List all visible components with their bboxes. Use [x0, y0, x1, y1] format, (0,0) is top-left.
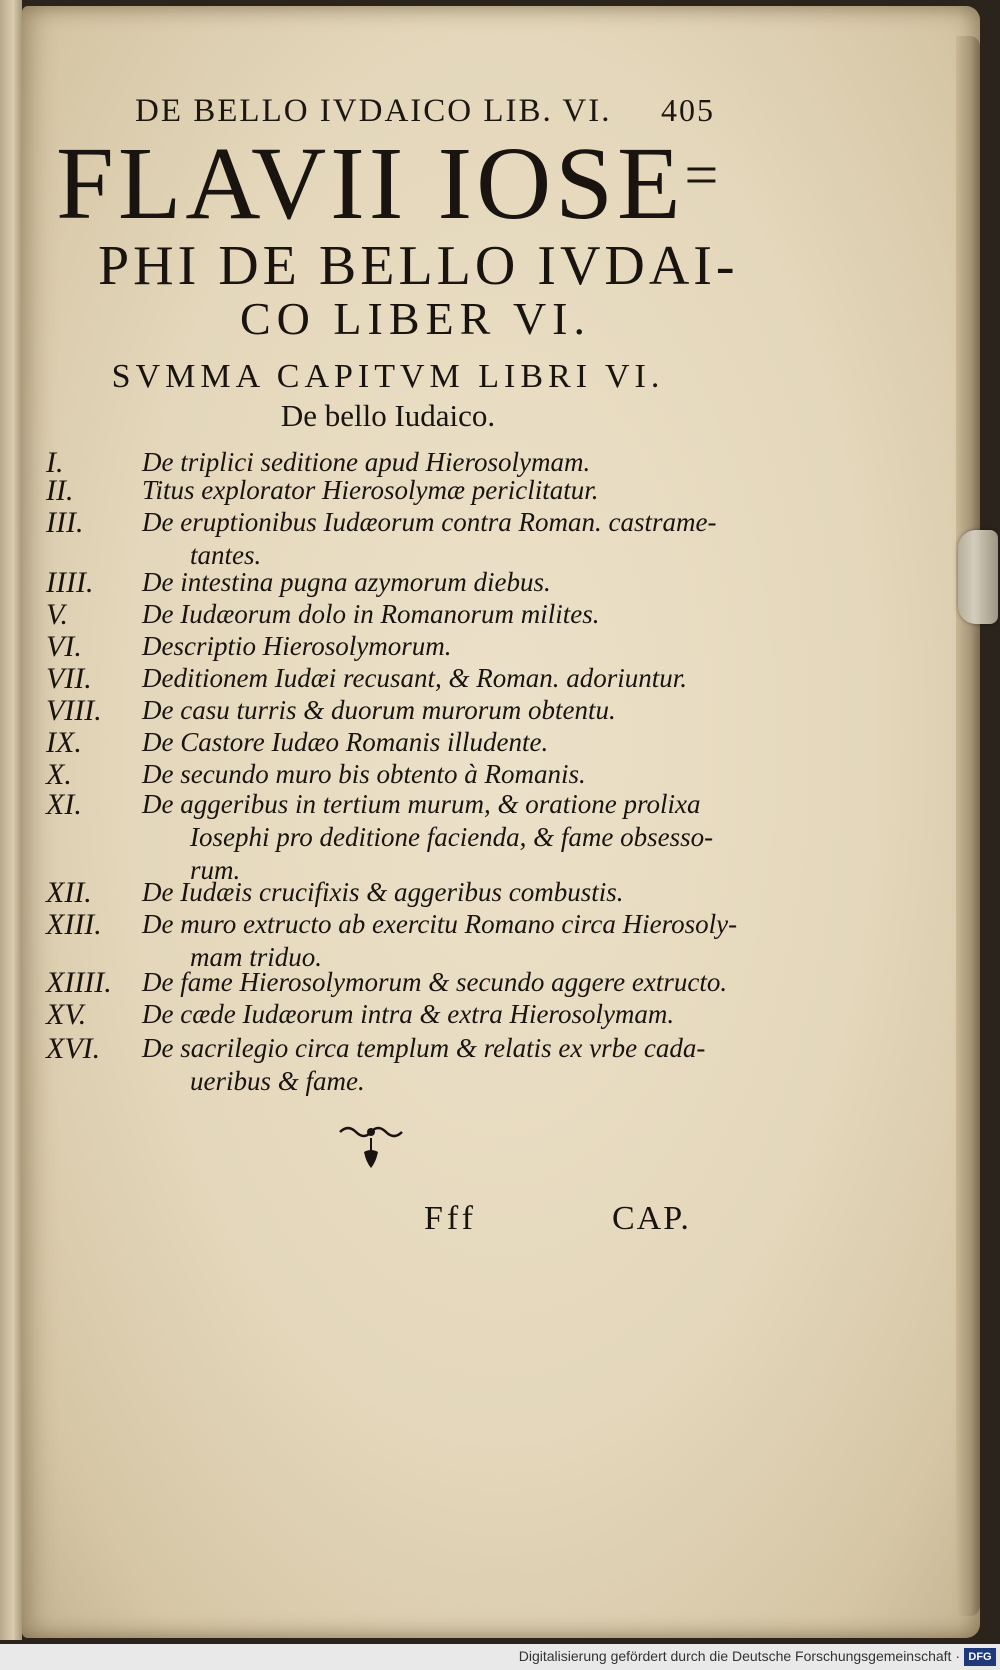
summary-subheading: De bello Iudaico. — [280, 398, 496, 433]
digitization-footer — [0, 1644, 1000, 1670]
chapter-summary — [142, 908, 738, 974]
chapter-summary — [142, 1032, 722, 1098]
chapter-number: VIII. — [46, 694, 102, 727]
chapter-summary — [142, 506, 722, 572]
chapter-summary — [142, 630, 722, 663]
chapter-number: XV. — [46, 998, 87, 1031]
chapter-summary-line: ueribus & fame. — [190, 1066, 365, 1096]
fleuron-ornament — [336, 1120, 406, 1180]
chapter-number: VII. — [46, 662, 92, 695]
chapter-number: XII. — [46, 876, 92, 909]
chapter-number: X. — [46, 758, 72, 791]
chapter-number: VI. — [46, 630, 82, 663]
chapter-summary-line: De Iudæis crucifixis & aggeribus combustis. — [142, 877, 624, 907]
chapter-summary-line: Titus explorator Hierosolymæ periclitatur. — [142, 475, 599, 505]
chapter-summary-line: De casu turris & duorum murorum obtentu. — [142, 695, 616, 725]
chapter-summary-line: tantes. — [190, 540, 262, 570]
title-hyphen: = — [684, 142, 723, 209]
chapter-summary — [142, 966, 728, 999]
chapter-summary-line: rum. — [190, 855, 241, 885]
chapter-summary-line: De intestina pugna azymorum diebus. — [142, 567, 551, 597]
chapter-number: III. — [46, 506, 84, 539]
title-line-1-text: FLAVII IOSE — [56, 126, 685, 241]
chapter-summary-line: De cæde Iudæorum intra & extra Hierosolymam. — [142, 999, 675, 1029]
chapter-summary-line: De Iudæorum dolo in Romanorum milites. — [142, 599, 600, 629]
chapter-summary-line: mam triduo. — [190, 942, 323, 972]
chapter-number: XIII. — [46, 908, 102, 941]
chapter-number: XI. — [46, 788, 82, 821]
chapter-summary-line: De muro extructo ab exercitu Romano circa Hierosoly- — [142, 909, 738, 939]
title-line-2: PHI DE BELLO IVDAI- — [98, 235, 739, 297]
chapter-summary-line: De secundo muro bis obtento à Romanis. — [142, 759, 586, 789]
chapter-summary — [142, 998, 722, 1031]
chapter-number: IX. — [46, 726, 82, 759]
chapter-summary-line: De aggeribus in tertium murum, & oratione prolixa — [142, 789, 701, 819]
chapter-summary-line: De sacrilegio circa templum & relatis ex vrbe cada- — [142, 1033, 706, 1063]
chapter-summary-line: Descriptio Hierosolymorum. — [142, 631, 452, 661]
catchword: CAP. — [612, 1200, 691, 1237]
chapter-number: XIIII. — [46, 966, 112, 999]
running-head-text: DE BELLO IVDAICO LIB. VI. — [135, 93, 612, 129]
chapter-summary — [142, 598, 722, 631]
chapter-number: XVI. — [46, 1032, 101, 1065]
summary-heading: SVMMA CAPITVM LIBRI VI. — [111, 358, 665, 395]
chapter-summary-line: De fame Hierosolymorum & secundo aggere extructo. — [142, 967, 728, 997]
chapter-summary-line: De Castore Iudæo Romanis illudente. — [142, 727, 549, 757]
chapter-summary — [142, 876, 722, 909]
chapter-number: I. — [46, 446, 64, 479]
title-line-3: CO LIBER VI. — [240, 293, 591, 344]
dfg-logo: DFG — [964, 1648, 996, 1666]
chapter-summary — [142, 788, 722, 887]
chapter-summary — [142, 758, 722, 791]
chapter-number: V. — [46, 598, 68, 631]
chapter-summary — [142, 474, 722, 507]
chapter-number: II. — [46, 474, 74, 507]
chapter-summary — [142, 726, 722, 759]
chapter-summary — [142, 694, 722, 727]
chapter-summary — [142, 662, 722, 695]
footer-credit-text: Digitalisierung gefördert durch die Deutsche Forschungsgemeinschaft · — [518, 1648, 960, 1664]
chapter-summary-line: Deditionem Iudæi recusant, & Roman. adoriuntur. — [142, 663, 687, 693]
chapter-summary-line: De triplici seditione apud Hierosolymam. — [142, 447, 591, 477]
chapter-summary-line: De eruptionibus Iudæorum contra Roman. castrame- — [142, 507, 717, 537]
chapter-number: IIII. — [46, 566, 94, 599]
page-number: 405 — [661, 92, 715, 128]
chapter-summary — [142, 566, 722, 599]
signature-mark: Fff — [424, 1200, 477, 1237]
chapter-summary-line: Iosephi pro deditione facienda, & fame obsesso- — [190, 822, 714, 852]
